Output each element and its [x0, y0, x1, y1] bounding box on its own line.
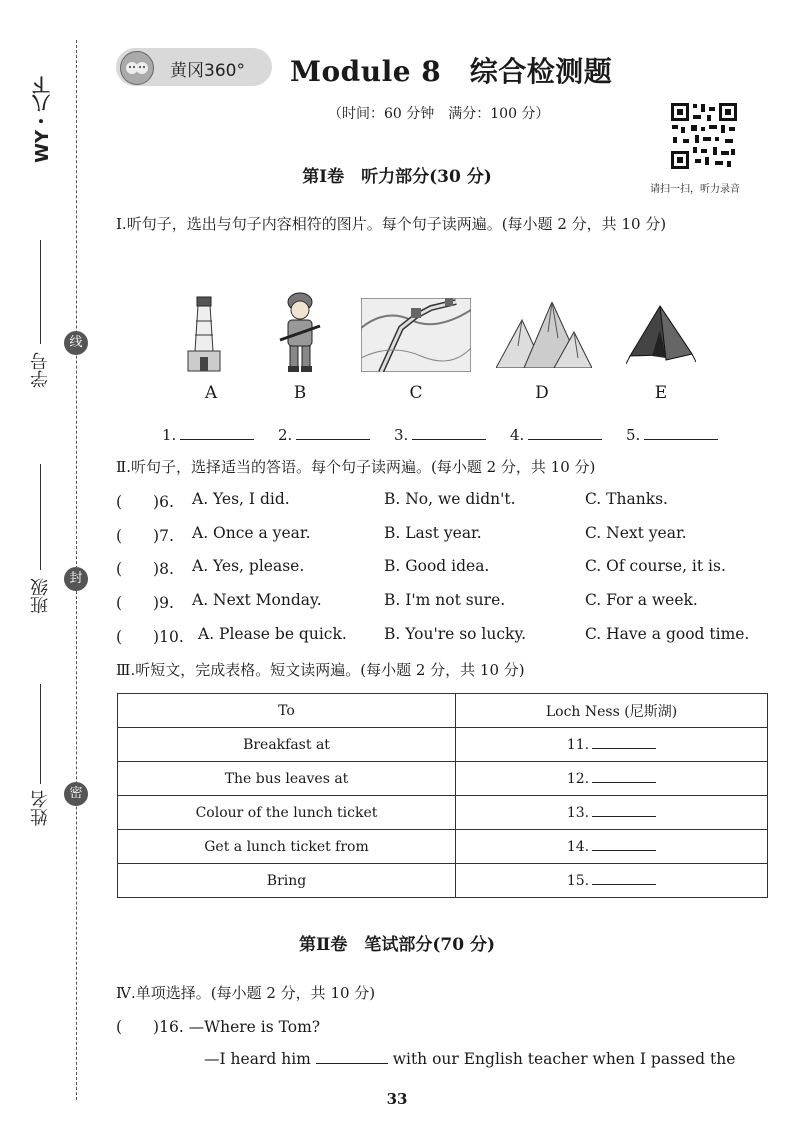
class-label: 班级 — [30, 578, 51, 614]
blank-number: 4. — [510, 426, 525, 444]
table-cell-answer[interactable] — [456, 796, 768, 830]
page-number: 33 — [386, 1090, 408, 1108]
brand-logo-icon — [120, 51, 154, 85]
blank-number: 11. — [566, 737, 590, 753]
blank-number: 13. — [566, 805, 590, 821]
option-b: B. You're so lucky. — [384, 625, 527, 643]
q2-instruction: Ⅱ.听句子，选择适当的答语。每个句子读两遍。(每小题 2 分，共 10 分) — [116, 458, 596, 476]
option-c: C. Next year. — [585, 524, 687, 542]
part2-title: 第Ⅱ卷 笔试部分(70 分) — [299, 935, 495, 955]
table-cell-answer[interactable] — [456, 728, 768, 762]
table-header-cell: Loch Ness (尼斯湖) — [456, 694, 768, 728]
lighthouse-icon — [184, 293, 224, 373]
option-a: A. Yes, please. — [192, 557, 305, 575]
table-cell-answer[interactable] — [456, 830, 768, 864]
table-cell-label: Breakfast at — [118, 728, 456, 762]
q3-instruction: Ⅲ.听短文，完成表格。短文读两遍。(每小题 2 分，共 10 分) — [116, 661, 525, 679]
q16-answer-blank[interactable] — [316, 1049, 388, 1064]
page-title: Module 8 综合检测题 — [290, 55, 613, 88]
table-row — [118, 762, 768, 796]
seal-mi: 密 — [64, 782, 88, 806]
option-c: C. Of course, it is. — [585, 557, 726, 575]
name-line — [40, 684, 41, 784]
table-row — [118, 728, 768, 762]
table-header-row — [118, 694, 768, 728]
option-b: B. No, we didn't. — [384, 490, 516, 508]
list-item — [116, 524, 776, 550]
picture-label-c: C — [409, 383, 423, 403]
option-c: C. For a week. — [585, 591, 698, 609]
table-row — [118, 830, 768, 864]
question-16-line1: ( )16. —Where is Tom? — [116, 1018, 321, 1036]
blank-number: 12. — [566, 771, 590, 787]
blank-number: 3. — [394, 426, 409, 444]
blank-number: 2. — [278, 426, 293, 444]
student-id-line — [40, 240, 41, 344]
option-b: B. Good idea. — [384, 557, 490, 575]
answer-blank[interactable] — [626, 425, 718, 444]
brand-badge — [116, 48, 272, 86]
question-number[interactable]: ( )7. — [116, 527, 174, 545]
table-cell-label: Colour of the lunch ticket — [118, 796, 456, 830]
list-item — [116, 557, 776, 583]
mountains-icon — [496, 302, 592, 368]
table-row — [118, 796, 768, 830]
option-a: A. Yes, I did. — [192, 490, 290, 508]
brand-text: 黄冈360° — [170, 61, 245, 81]
answer-blank[interactable] — [510, 425, 602, 444]
blank-number: 15. — [566, 873, 590, 889]
question-number[interactable]: ( )8. — [116, 560, 174, 578]
blank-number: 1. — [162, 426, 177, 444]
option-a: A. Please be quick. — [198, 625, 347, 643]
soldier-icon — [276, 290, 324, 374]
table-cell-label: Bring — [118, 864, 456, 898]
table-row — [118, 864, 768, 898]
qr-code-icon[interactable] — [669, 101, 739, 171]
table-cell-answer[interactable] — [456, 762, 768, 796]
list-item — [116, 625, 776, 651]
answer-blank[interactable] — [278, 425, 370, 444]
listening-table — [117, 693, 768, 898]
q1-instruction: Ⅰ.听句子，选出与句子内容相符的图片。每个句子读两遍。(每小题 2 分，共 10 分) — [116, 215, 667, 233]
answer-blank[interactable] — [162, 425, 254, 444]
picture-label-d: D — [535, 383, 549, 403]
table-header-cell: To — [118, 694, 456, 728]
picture-label-b: B — [293, 383, 307, 403]
q4-instruction: Ⅳ.单项选择。(每小题 2 分，共 10 分) — [116, 984, 376, 1002]
qr-caption: 请扫一扫，听力录音 — [650, 184, 740, 195]
blank-number: 14. — [566, 839, 590, 855]
exam-info: （时间：60 分钟 满分：100 分） — [328, 106, 550, 122]
q16-text-after: with our English teacher when I passed the — [392, 1050, 736, 1068]
table-cell-answer[interactable] — [456, 864, 768, 898]
table-cell-label: The bus leaves at — [118, 762, 456, 796]
series-label: WY・八下 — [32, 76, 53, 163]
seal-xian: 线 — [64, 331, 88, 355]
list-item — [116, 490, 776, 516]
option-c: C. Have a good time. — [585, 625, 750, 643]
class-line — [40, 464, 41, 570]
question-16-line2 — [204, 1049, 770, 1068]
picture-label-a: A — [204, 383, 218, 403]
picture-label-e: E — [654, 383, 668, 403]
option-a: A. Next Monday. — [192, 591, 322, 609]
student-id-label: 学号 — [30, 352, 51, 388]
seal-feng: 封 — [64, 567, 88, 591]
option-a: A. Once a year. — [192, 524, 311, 542]
answer-blank[interactable] — [394, 425, 486, 444]
option-c: C. Thanks. — [585, 490, 668, 508]
option-b: B. Last year. — [384, 524, 482, 542]
question-number[interactable]: ( )9. — [116, 594, 174, 612]
q16-text-before: —I heard him — [204, 1050, 311, 1068]
tent-icon — [626, 300, 696, 366]
great-wall-icon — [361, 298, 471, 372]
question-number[interactable]: ( )6. — [116, 493, 174, 511]
question-number[interactable]: ( )10. — [116, 628, 184, 646]
option-b: B. I'm not sure. — [384, 591, 506, 609]
name-label: 姓名 — [30, 790, 51, 826]
list-item — [116, 591, 776, 617]
part1-title: 第Ⅰ卷 听力部分(30 分) — [302, 167, 492, 187]
table-cell-label: Get a lunch ticket from — [118, 830, 456, 864]
blank-number: 5. — [626, 426, 641, 444]
